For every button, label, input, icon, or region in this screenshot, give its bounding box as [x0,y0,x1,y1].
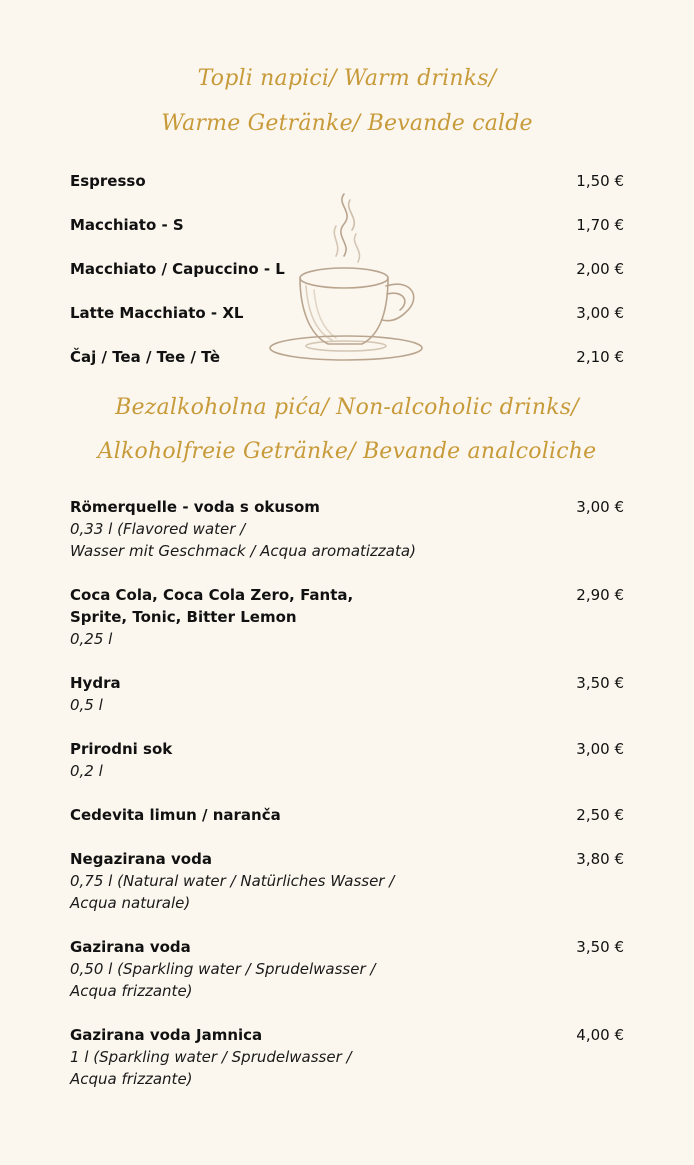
item-price: 1,50 € [576,172,624,190]
item-name: Macchiato / Capuccino - L [70,260,285,278]
menu-item [70,672,624,716]
menu-item [70,848,624,914]
item-price: 2,90 € [576,586,624,604]
item-name: Coca Cola, Coca Cola Zero, Fanta, Sprite, Tonic, Bitter Lemon [70,586,354,626]
item-description: 0,33 l (Flavored water / Wasser mit Geschmack / Acqua aromatizzata) [70,520,416,560]
item-name: Latte Macchiato - XL [70,304,244,322]
menu-item [70,738,624,782]
warm-drinks-title-line1: Topli napici/ Warm drinks/ [197,66,497,91]
item-price: 2,50 € [576,806,624,824]
item-price: 3,50 € [576,938,624,956]
item-price: 3,00 € [576,740,624,758]
item-description: 0,5 l [70,696,103,714]
menu-item [70,170,624,192]
menu-item [70,214,624,236]
menu-item [70,936,624,1002]
warm-drinks-title-line2: Warme Getränke/ Bevande calde [161,111,533,136]
item-description: 0,2 l [70,762,103,780]
item-name: Macchiato - S [70,216,184,234]
non-alcoholic-title-line2: Alkoholfreie Getränke/ Bevande analcoliche [97,439,597,464]
item-price: 3,50 € [576,674,624,692]
item-name: Čaj / Tea / Tee / Tè [70,348,221,366]
item-price: 2,10 € [576,348,624,366]
item-description: 0,25 l [70,630,113,648]
item-description: 0,50 l (Sparkling water / Sprudelwasser / Acqua frizzante) [70,960,376,1000]
item-name: Gazirana voda [70,938,191,956]
item-price: 3,00 € [576,304,624,322]
menu-item [70,804,624,826]
item-name: Cedevita limun / naranča [70,806,281,824]
item-name: Espresso [70,172,146,190]
item-description: 0,75 l (Natural water / Natürliches Wasser / Acqua naturale) [70,872,395,912]
item-name: Gazirana voda Jamnica [70,1026,263,1044]
menu-item [70,496,624,562]
item-name: Hydra [70,674,121,692]
menu-item [70,346,624,368]
item-name: Römerquelle - voda s okusom [70,498,320,516]
menu-item [70,258,624,280]
item-description: 1 l (Sparkling water / Sprudelwasser / Acqua frizzante) [70,1048,352,1088]
item-price: 3,80 € [576,850,624,868]
menu-item [70,1024,624,1090]
menu-item [70,584,624,650]
item-price: 3,00 € [576,498,624,516]
item-price: 2,00 € [576,260,624,278]
item-name: Prirodni sok [70,740,173,758]
non-alcoholic-title-line1: Bezalkoholna pića/ Non-alcoholic drinks/ [115,395,579,420]
menu-item [70,302,624,324]
item-price: 1,70 € [576,216,624,234]
item-price: 4,00 € [576,1026,624,1044]
item-name: Negazirana voda [70,850,212,868]
